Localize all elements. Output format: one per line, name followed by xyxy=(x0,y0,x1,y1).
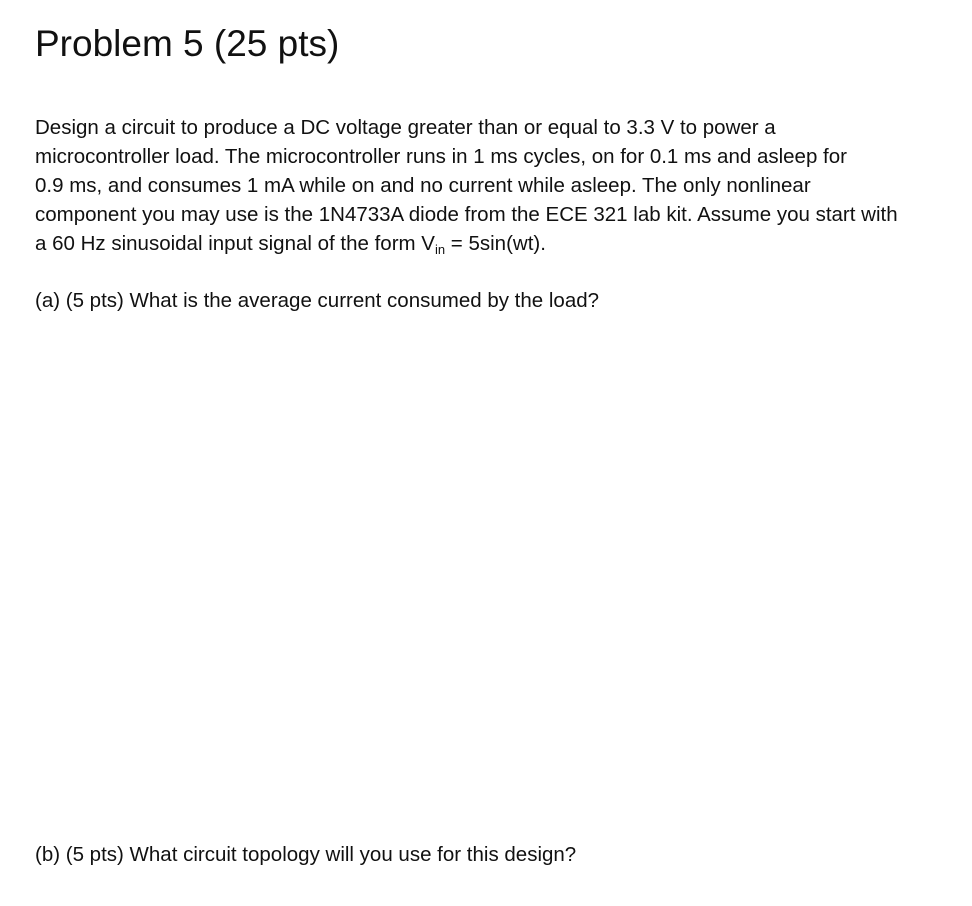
input-signal-text: a 60 Hz sinusoidal input signal of the form V xyxy=(35,232,435,255)
input-signal-subscript: in xyxy=(434,242,446,257)
description-line: Design a circuit to produce a DC voltage greater than or equal to 3.3 V to power a xyxy=(35,116,776,139)
problem-description xyxy=(35,113,970,258)
question-a: (a) (5 pts) What is the average current consumed by the load? xyxy=(35,289,600,312)
problem-title: Problem 5 (25 pts) xyxy=(35,23,340,64)
description-line: component you may use is the 1N4733A diode from the ECE 321 lab kit. Assume you start with xyxy=(35,203,898,226)
description-line: microcontroller load. The microcontroller runs in 1 ms cycles, on for 0.1 ms and asleep for xyxy=(35,145,847,168)
question-b: (b) (5 pts) What circuit topology will you use for this design? xyxy=(35,843,577,866)
description-line: 0.9 ms, and consumes 1 mA while on and no current while asleep. The only nonlinear xyxy=(35,174,811,197)
description-last-line xyxy=(35,229,970,258)
input-signal-formula: = 5sin(wt). xyxy=(445,232,546,255)
